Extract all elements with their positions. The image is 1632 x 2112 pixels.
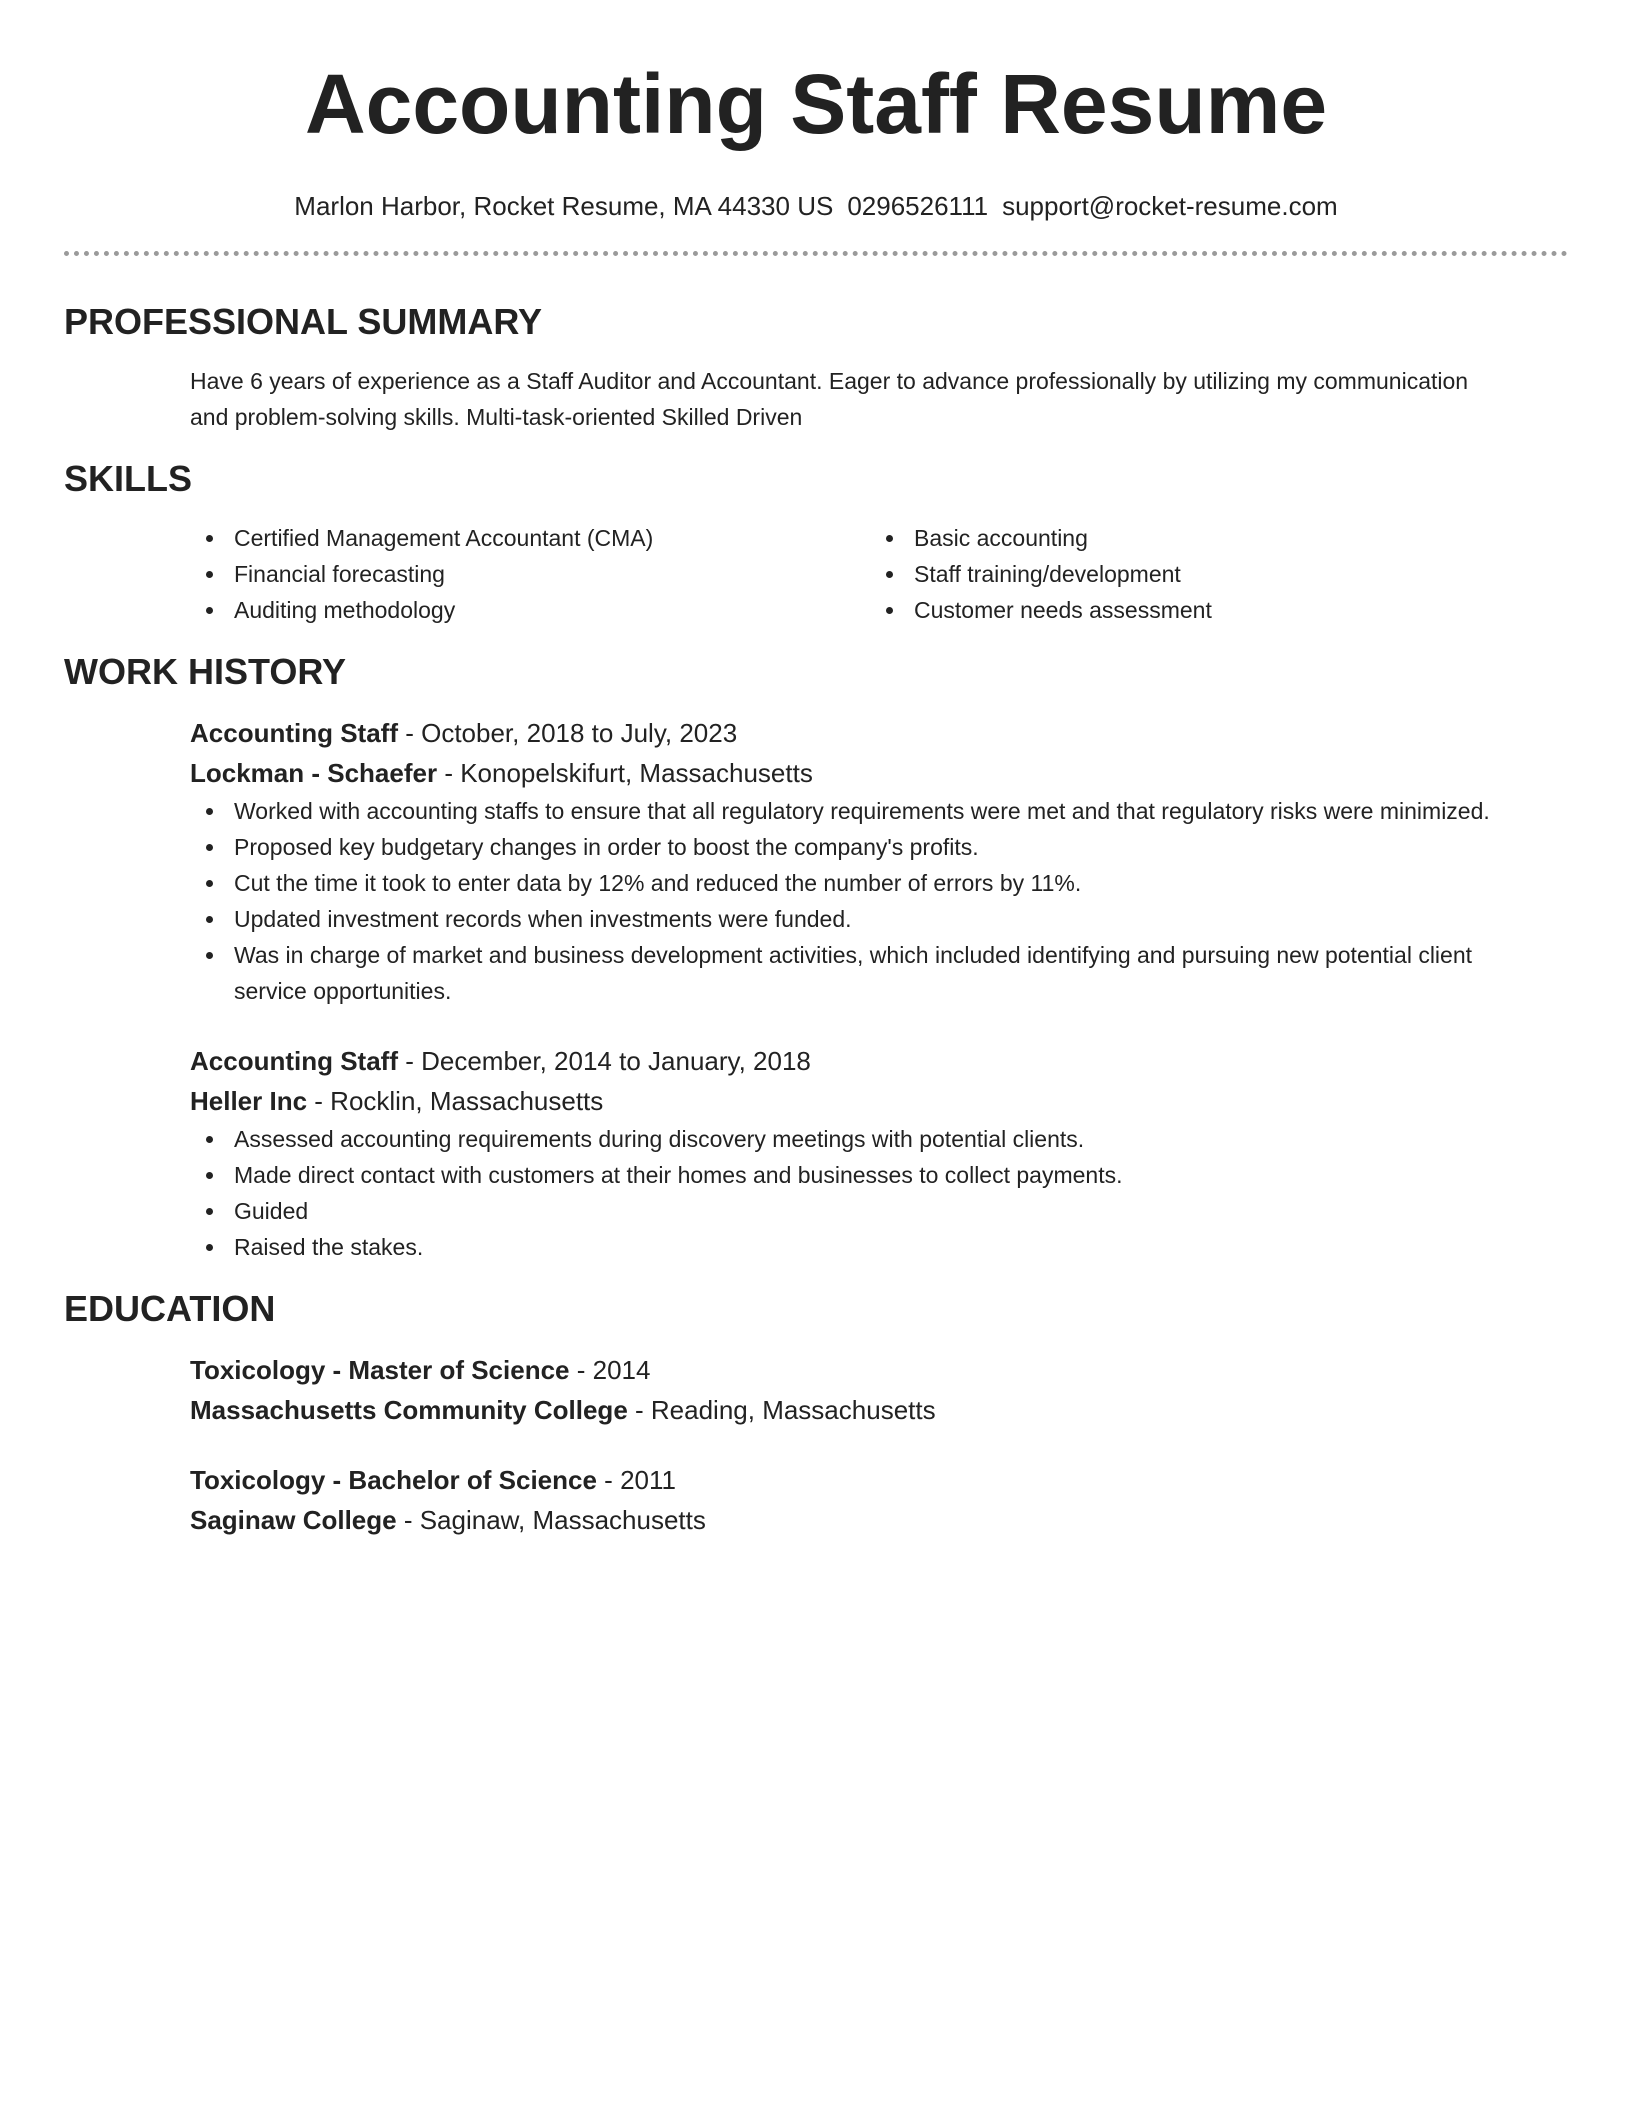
- job-duty: Guided: [190, 1193, 1550, 1229]
- contact-line: [64, 190, 1568, 222]
- separator: -: [398, 1046, 422, 1076]
- job-dates: October, 2018 to July, 2023: [421, 718, 738, 748]
- skill-item: Customer needs assessment: [870, 592, 1550, 628]
- job-duty: Was in charge of market and business development activities, which included identifying and pursuing new potential client service opportunities.: [190, 937, 1550, 1009]
- work-history-heading: WORK HISTORY: [64, 651, 347, 692]
- job-title-line: [190, 713, 1568, 753]
- job-duty: Cut the time it took to enter data by 12% and reduced the number of errors by 11%.: [190, 865, 1550, 901]
- school-line: [190, 1500, 1568, 1540]
- resume-page: [64, 0, 1568, 1540]
- job-company-line: [190, 1081, 1568, 1121]
- separator: -: [627, 1395, 651, 1425]
- job-duties: [190, 793, 1550, 1009]
- skill-item: Staff training/development: [870, 556, 1550, 592]
- job-company: Heller Inc: [190, 1086, 308, 1116]
- skill-item: Financial forecasting: [190, 556, 870, 592]
- job-title: Accounting Staff: [190, 1046, 398, 1076]
- separator: -: [596, 1465, 621, 1495]
- contact-email: support@rocket-resume.com: [1002, 191, 1338, 221]
- school-location: Reading, Massachusetts: [650, 1395, 936, 1425]
- job-duty: Made direct contact with customers at their homes and businesses to collect payments.: [190, 1157, 1550, 1193]
- job-duty: Raised the stakes.: [190, 1229, 1550, 1265]
- skill-item: Certified Management Accountant (CMA): [190, 520, 870, 556]
- job-location: Konopelskifurt, Massachusetts: [460, 758, 813, 788]
- contact-phone: 0296526111: [847, 191, 989, 221]
- resume-title: Accounting Staff Resume: [304, 57, 1328, 151]
- graduation-year: 2014: [592, 1355, 651, 1385]
- summary-text: Have 6 years of experience as a Staff Auditor and Accountant. Eager to advance professionally by utilizing my communication and problem-solving skills. Multi-task-oriented Skilled Driven: [190, 368, 1469, 430]
- separator: -: [398, 718, 422, 748]
- job-entry: [190, 713, 1568, 1009]
- skills-heading: SKILLS: [64, 458, 193, 499]
- summary-heading: PROFESSIONAL SUMMARY: [64, 301, 543, 342]
- education-heading: EDUCATION: [64, 1288, 276, 1329]
- skills-column-right: [870, 520, 1550, 628]
- header-divider: [64, 251, 1568, 256]
- school: Massachusetts Community College: [190, 1395, 628, 1425]
- summary-section: [190, 363, 1568, 435]
- skills-list: [190, 520, 1568, 628]
- degree-line: [190, 1350, 1568, 1390]
- graduation-year: 2011: [620, 1465, 676, 1495]
- job-title-line: [190, 1041, 1568, 1081]
- degree: Toxicology - Bachelor of Science: [190, 1465, 597, 1495]
- job-entry: [190, 1041, 1568, 1265]
- school: Saginaw College: [190, 1505, 397, 1535]
- school-line: [190, 1390, 1568, 1430]
- job-company-line: [190, 753, 1568, 793]
- job-title: Accounting Staff: [190, 718, 398, 748]
- skills-column-left: [190, 520, 870, 628]
- job-duty: Proposed key budgetary changes in order to boost the company's profits.: [190, 829, 1550, 865]
- job-company: Lockman - Schaefer: [190, 758, 438, 788]
- separator: -: [396, 1505, 420, 1535]
- job-duty: Worked with accounting staffs to ensure that all regulatory requirements were met and that regulatory risks were minimized.: [190, 793, 1550, 829]
- contact-address: Marlon Harbor, Rocket Resume, MA 44330 US: [294, 191, 834, 221]
- education-entry: [190, 1350, 1568, 1430]
- separator: -: [307, 1086, 331, 1116]
- job-location: Rocklin, Massachusetts: [330, 1086, 604, 1116]
- education-entry: [190, 1460, 1568, 1540]
- skill-item: Basic accounting: [870, 520, 1550, 556]
- separator: -: [569, 1355, 593, 1385]
- job-duty: Assessed accounting requirements during discovery meetings with potential clients.: [190, 1121, 1550, 1157]
- job-duties: [190, 1121, 1550, 1265]
- job-duty: Updated investment records when investments were funded.: [190, 901, 1550, 937]
- separator: -: [437, 758, 461, 788]
- skill-item: Auditing methodology: [190, 592, 870, 628]
- degree-line: [190, 1460, 1568, 1500]
- degree: Toxicology - Master of Science: [190, 1355, 570, 1385]
- school-location: Saginaw, Massachusetts: [419, 1505, 706, 1535]
- job-dates: December, 2014 to January, 2018: [421, 1046, 811, 1076]
